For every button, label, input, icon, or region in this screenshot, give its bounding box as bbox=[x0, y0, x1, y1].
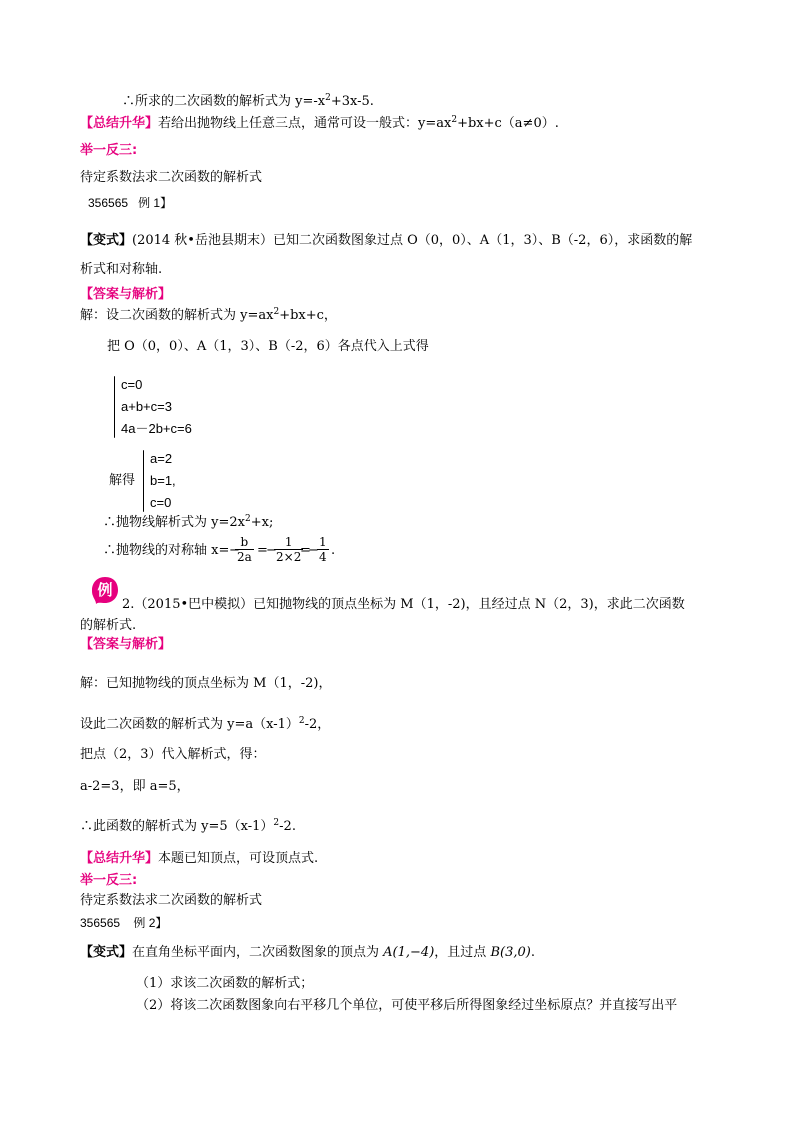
numerator: b bbox=[235, 535, 254, 550]
numerator: 1 bbox=[274, 535, 303, 550]
example-badge-text: 例 bbox=[97, 581, 113, 599]
question-line-2: 的解析式. bbox=[80, 618, 137, 633]
topic-label: 待定系数法求二次函数的解析式 bbox=[80, 170, 263, 185]
variant-tag: 【变式】 bbox=[80, 233, 133, 248]
answer-line-1: 解：已知抛物线的顶点坐标为 M（1，-2)， bbox=[80, 676, 332, 691]
answer-tag: 【答案与解析】 bbox=[80, 287, 172, 302]
code-number: 356565 bbox=[80, 916, 121, 930]
period: . bbox=[331, 543, 336, 558]
answer-text: ∴此函数的解析式为 y=5（x-1） bbox=[80, 819, 274, 834]
summary-text: 本题已知顶点，可设顶点式. bbox=[158, 851, 319, 866]
numerator: 1 bbox=[319, 535, 327, 549]
result-b: b=1, bbox=[150, 473, 176, 488]
solve-label: 解得 bbox=[109, 473, 136, 488]
result-a: a=2 bbox=[150, 451, 173, 466]
answer-tag: 【答案与解析】 bbox=[80, 637, 172, 652]
answer-text: 设此二次函数的解析式为 y=a（x-1） bbox=[80, 717, 299, 732]
denominator: 2a bbox=[237, 550, 252, 564]
left-brace bbox=[114, 376, 115, 438]
fraction-b-2a bbox=[235, 535, 254, 564]
summary-tag: 【总结升华】 bbox=[80, 116, 159, 131]
code-number: 356565 bbox=[88, 196, 129, 210]
part-1: （1）求该二次函数的解析式； bbox=[136, 976, 314, 991]
conclusion-line bbox=[122, 94, 374, 110]
equation-3: 4a－2b+c=6 bbox=[121, 421, 192, 436]
axis-line: ∴抛物线的对称轴 x= bbox=[103, 543, 230, 558]
denominator: 4 bbox=[319, 550, 327, 564]
fraction-1-4b bbox=[317, 535, 329, 564]
topic-label: 待定系数法求二次函数的解析式 bbox=[80, 893, 263, 908]
answer-tail: -2. bbox=[279, 819, 296, 834]
minus-sign: − bbox=[308, 543, 319, 558]
conclusion-text: ∴所求的二次函数的解析式为 y=-x bbox=[122, 94, 326, 109]
denominator: 2×2 bbox=[276, 550, 302, 564]
equals-sign: = bbox=[300, 543, 311, 558]
variant-line bbox=[80, 233, 692, 249]
sol-text: 解：设二次函数的解析式为 y=ax bbox=[80, 308, 274, 323]
variant-line-2: 析式和对称轴. bbox=[80, 262, 163, 277]
sol-tail: +bx+c， bbox=[279, 308, 337, 323]
variant-line-b bbox=[80, 945, 535, 961]
fraction-1-4 bbox=[274, 535, 303, 564]
minus-sign: − bbox=[266, 543, 277, 558]
variant-text-mid: ，且过点 bbox=[434, 945, 487, 960]
answer-line-4: a-2=3，即 a=5， bbox=[80, 779, 190, 794]
exponent: 2 bbox=[273, 818, 280, 828]
code-label: 例 1】 bbox=[138, 196, 173, 210]
conclusion-tail: +3x-5. bbox=[330, 94, 374, 109]
variant-text-end: . bbox=[530, 945, 535, 960]
equation-1: c=0 bbox=[121, 377, 143, 392]
variant-text: 在直角坐标平面内，二次函数图象的顶点为 bbox=[132, 945, 380, 960]
summary-tag: 【总结升华】 bbox=[80, 851, 159, 866]
summary-text: 若给出抛物线上任意三点，通常可设一般式：y=ax bbox=[158, 116, 452, 131]
equals-sign: = bbox=[257, 543, 268, 558]
variant-tag: 【变式】 bbox=[80, 945, 133, 960]
point-a: A(1,−4) bbox=[383, 945, 435, 960]
juyi-heading: 举一反三: bbox=[80, 873, 138, 888]
parab-tail: +x; bbox=[250, 515, 274, 530]
code-label: 例 2】 bbox=[133, 916, 168, 930]
solution-line-2: 把 O（0，0）、A（1，3）、B（-2，6）各点代入上式得 bbox=[107, 339, 429, 354]
equation-2: a+b+c=3 bbox=[121, 399, 172, 414]
answer-line-3: 把点（2，3）代入解析式，得： bbox=[80, 747, 266, 762]
result-c: c=0 bbox=[150, 495, 172, 510]
exponent: 2 bbox=[451, 115, 458, 125]
minus-sign: − bbox=[229, 543, 240, 558]
solution-line-1 bbox=[80, 308, 337, 324]
example-code bbox=[80, 915, 167, 931]
summary-line bbox=[80, 116, 559, 132]
juyi-heading: 举一反三: bbox=[80, 143, 138, 158]
summary-line-2 bbox=[80, 851, 318, 867]
question-line-1: 2.（2015•巴中模拟）已知抛物线的顶点坐标为 M（1，-2)，且经过点 N（2，3)，求此二次函数 bbox=[122, 597, 685, 612]
left-brace bbox=[143, 450, 144, 512]
answer-line-2 bbox=[80, 717, 330, 733]
answer-tail: -2， bbox=[304, 717, 331, 732]
point-b: B(3,0) bbox=[490, 945, 531, 960]
answer-line-5 bbox=[80, 819, 296, 835]
exponent: 2 bbox=[325, 93, 331, 103]
example-badge-icon bbox=[90, 575, 120, 605]
exponent: 2 bbox=[273, 307, 280, 317]
part-2: （2）将该二次函数图象向右平移几个单位，可使平移后所得图象经过坐标原点？并直接写出平 bbox=[136, 998, 678, 1013]
exponent: 2 bbox=[298, 716, 305, 726]
parabola-line bbox=[103, 515, 273, 531]
variant-text: (2014 秋•岳池县期末）已知二次函数图象过点 O（0，0）、A（1，3）、B（-2，6），求函数的解 bbox=[132, 233, 693, 248]
example-code bbox=[88, 195, 172, 211]
parab-text: ∴抛物线解析式为 y=2x bbox=[103, 515, 245, 530]
summary-tail: +bx+c（a≠0）. bbox=[457, 116, 559, 131]
exponent: 2 bbox=[244, 514, 251, 524]
